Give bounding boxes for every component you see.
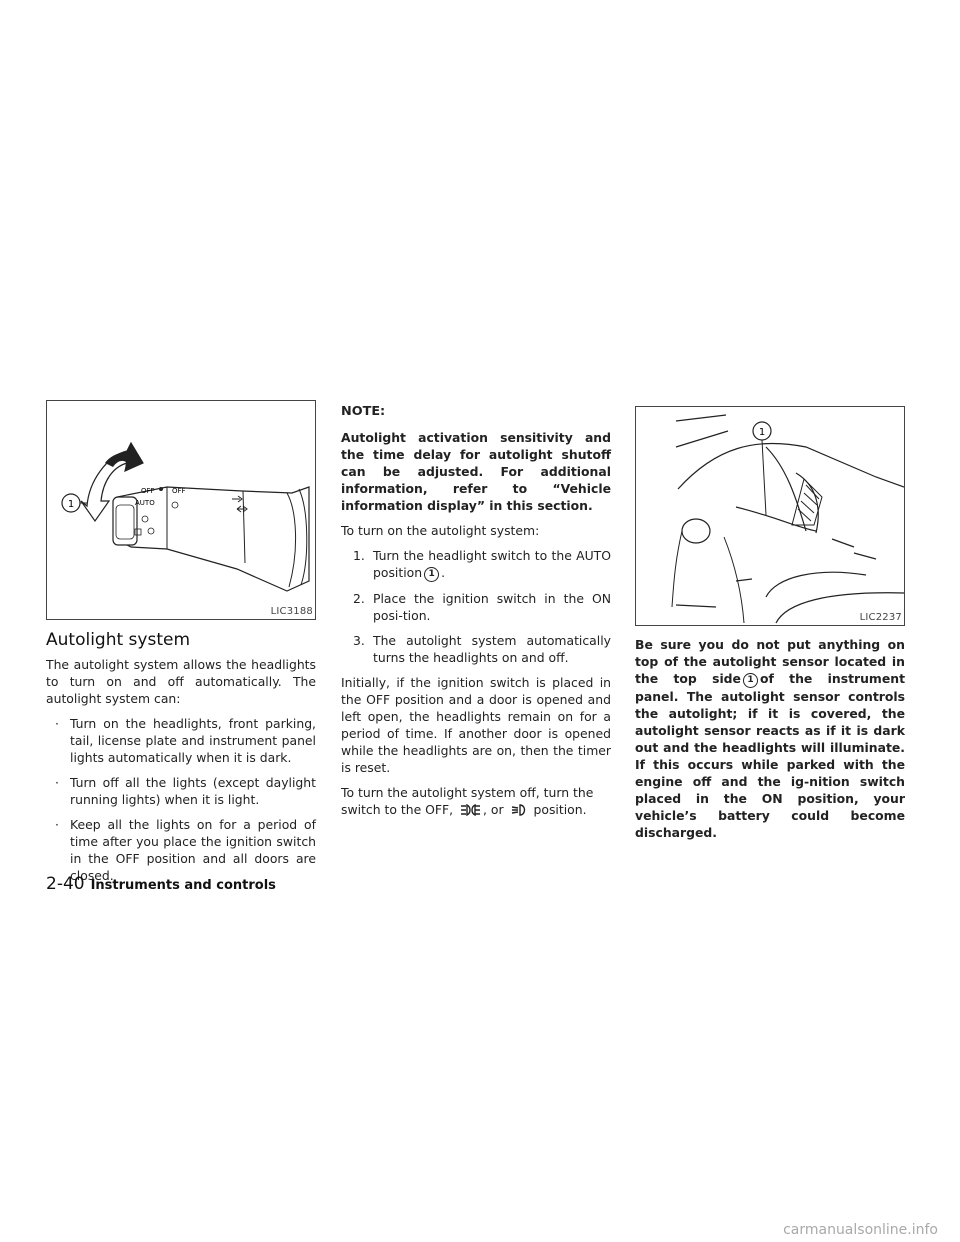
figure1-callout: 1 <box>67 499 75 510</box>
bullet-list <box>46 715 316 884</box>
left-column <box>46 400 316 892</box>
initially-text: Initially, if the ignition switch is placed in the OFF position and a door is opened and left open, the headlights remain on for a period of time. If another door is opened while the headlights are on, then the timer is reset. <box>341 675 611 775</box>
list-item: · Turn off all the lights (except daylight running lights) when it is light. <box>46 774 316 808</box>
figure1-label-auto: AUTO <box>135 499 155 507</box>
figure2-code: LIC2237 <box>859 612 902 623</box>
watermark: carmanualsonline.info <box>783 1222 938 1238</box>
section-title: Autolight system <box>46 630 191 650</box>
turn-on-intro: To turn on the autolight system: <box>341 523 540 538</box>
autolight-sensor-figure <box>635 406 905 626</box>
list-item: · Turn on the headlights, front parking, tail, license plate and instrument panel lights automatically when it is dark. <box>46 715 316 766</box>
list-item: 2. Place the ignition switch in the ON posi-tion. <box>353 591 611 623</box>
list-item: 3. The autolight system automatically turns the headlights on and off. <box>353 633 611 665</box>
headlight-switch-illustration <box>47 401 315 619</box>
warning-text: Be sure you do not put anything on top of the autolight sensor located in the top side 1 of the instrument panel. The autolight sensor controls the autolight; if it is covered, the autolight sensor reacts as if it is dark out and the headlights will illuminate. If this occurs while parked with the engine off and the ig-nition switch placed in the ON position, your vehicle’s battery could become discharged. <box>635 637 905 840</box>
page-number: 2-40 <box>46 874 85 894</box>
figure2-callout: 1 <box>758 427 766 438</box>
middle-column <box>341 404 611 829</box>
dashboard-illustration <box>636 407 904 625</box>
list-item: 1. Turn the headlight switch to the AUTO position 1 . <box>353 548 611 580</box>
steps-list <box>341 547 611 666</box>
headlight-icon <box>510 803 528 821</box>
page-footer <box>46 874 276 894</box>
note-title: NOTE: <box>341 404 386 419</box>
headlight-switch-figure <box>46 400 316 620</box>
figure1-code: LIC3188 <box>270 606 313 617</box>
parking-light-icon <box>459 803 481 821</box>
turn-off-text: To turn the autolight system off, turn the switch to the OFF, , or position. <box>341 784 611 821</box>
figure1-label-off1: OFF <box>141 487 155 495</box>
callout-badge: 1 <box>743 673 758 688</box>
right-column <box>635 400 905 849</box>
section-intro: The autolight system allows the headlights to turn on and off automatically. The autolight system can: <box>46 657 316 706</box>
footer-section-title: Instruments and controls <box>90 878 276 893</box>
list-item: · Keep all the lights on for a period of time after you place the ignition switch in the OFF position and all doors are closed. <box>46 816 316 884</box>
note-text: Autolight activation sensitivity and the time delay for autolight shutoff can be adjusted. For additional information, refer to “Vehicle information display” in this section. <box>341 430 611 513</box>
callout-badge: 1 <box>424 567 439 582</box>
figure1-label-off2: OFF <box>172 487 186 495</box>
